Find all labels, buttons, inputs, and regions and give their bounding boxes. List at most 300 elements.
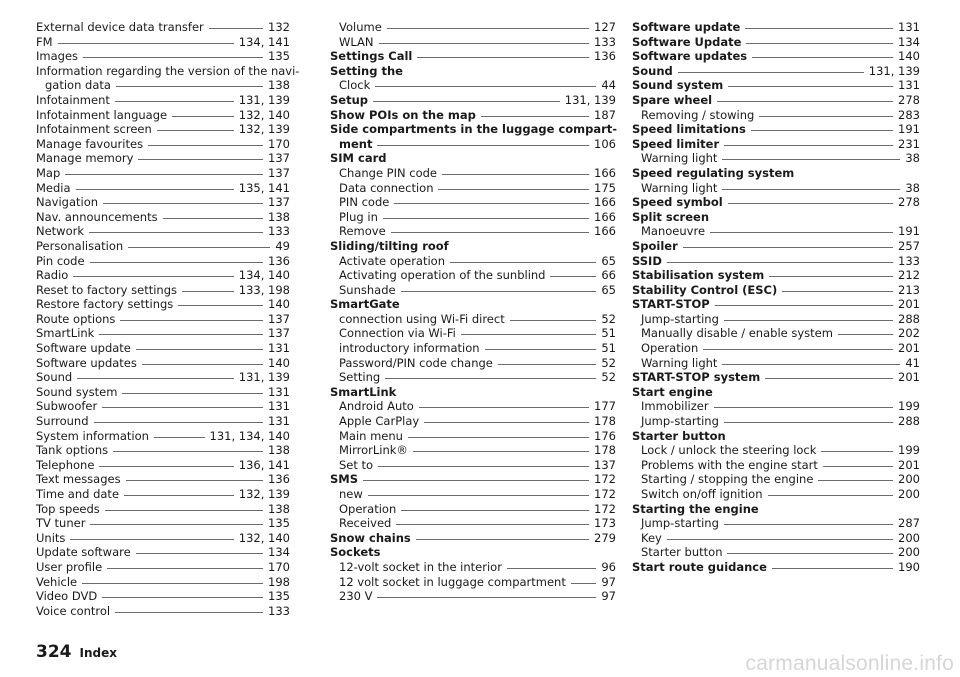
leader-line xyxy=(717,101,893,102)
index-entry xyxy=(330,575,616,590)
leader-line xyxy=(424,422,589,423)
page-reference: 202 xyxy=(898,326,920,341)
index-entry xyxy=(632,502,920,517)
index-term: Clock xyxy=(339,78,371,93)
index-term: START-STOP system xyxy=(632,370,761,385)
page-reference: 187 xyxy=(594,107,616,122)
index-term: Voice control xyxy=(36,603,111,618)
index-term: Radio xyxy=(36,268,69,283)
leader-line xyxy=(379,43,590,44)
index-term: Sound system xyxy=(632,78,724,93)
index-term: Reset to factory settings xyxy=(36,282,177,297)
page-reference: 288 xyxy=(898,311,920,326)
index-term: Software update xyxy=(36,341,131,356)
index-term: Network xyxy=(36,224,85,239)
index-term: Speed symbol xyxy=(632,195,723,210)
index-term: Show POIs on the map xyxy=(330,107,476,122)
page-reference: 38 xyxy=(905,180,920,195)
leader-line xyxy=(722,364,900,365)
page-reference: 279 xyxy=(594,530,616,545)
index-entry xyxy=(632,531,920,546)
page-reference: 132, 140 xyxy=(238,107,290,122)
page-reference: 65 xyxy=(601,253,616,268)
page-reference: 138 xyxy=(268,501,290,516)
leader-line xyxy=(461,334,596,335)
page-reference: 52 xyxy=(601,311,616,326)
index-entry xyxy=(36,356,290,371)
page-reference: 176 xyxy=(594,428,616,443)
leader-line xyxy=(94,422,264,423)
leader-line xyxy=(377,597,596,598)
leader-line xyxy=(419,407,589,408)
index-entry xyxy=(330,64,616,79)
index-entry xyxy=(36,589,290,604)
index-term: Warning light xyxy=(641,151,718,166)
index-entry xyxy=(632,254,920,269)
page-reference: 131 xyxy=(898,20,920,34)
page-reference: 140 xyxy=(268,297,290,312)
page-reference: 134, 140 xyxy=(238,268,290,283)
leader-line xyxy=(728,203,893,204)
index-entry xyxy=(330,341,616,356)
leader-line xyxy=(373,101,560,102)
page-reference: 136 xyxy=(594,49,616,64)
leader-line xyxy=(126,480,263,481)
index-entry xyxy=(36,341,290,356)
leader-line xyxy=(667,262,893,263)
leader-line xyxy=(450,262,596,263)
index-term: Software updates xyxy=(36,355,137,370)
index-entry xyxy=(36,575,290,590)
leader-line xyxy=(752,57,893,58)
index-term: Infotainment xyxy=(36,92,110,107)
index-entry xyxy=(632,78,920,93)
index-entry xyxy=(36,166,290,181)
index-term: Time and date xyxy=(36,487,120,501)
page-reference: 132 xyxy=(268,20,290,34)
index-term: Infotainment language xyxy=(36,107,168,122)
leader-line xyxy=(76,189,234,190)
index-term: Tank options xyxy=(36,443,109,458)
index-entry xyxy=(632,122,920,137)
index-term: Personalisation xyxy=(36,238,124,253)
index-entry xyxy=(36,443,290,458)
index-entry xyxy=(330,151,616,166)
page-reference: 133 xyxy=(268,224,290,239)
leader-line xyxy=(394,203,589,204)
leader-line xyxy=(387,28,589,29)
index-entry xyxy=(330,414,616,429)
index-entry xyxy=(330,20,616,35)
leader-line xyxy=(442,174,589,175)
index-term: Vehicle xyxy=(36,574,78,589)
index-entry xyxy=(330,429,616,444)
leader-line xyxy=(70,539,233,540)
page-reference: 199 xyxy=(898,399,920,414)
index-entry xyxy=(330,487,616,502)
index-entry xyxy=(632,64,920,79)
page-reference: 136 xyxy=(268,253,290,268)
index-term: Route options xyxy=(36,311,116,326)
index-term: WLAN xyxy=(339,34,374,49)
index-term: SmartLink xyxy=(330,384,397,399)
page-reference: 137 xyxy=(268,326,290,341)
index-entry xyxy=(36,224,290,239)
index-entry xyxy=(330,516,616,531)
index-entry xyxy=(632,181,920,196)
page-reference: 132, 140 xyxy=(238,530,290,545)
index-term: Settings Call xyxy=(330,49,413,64)
page-reference: 131 xyxy=(268,384,290,399)
index-term: External device data transfer xyxy=(36,20,204,34)
index-entry xyxy=(330,78,616,93)
leader-line xyxy=(498,364,596,365)
index-term: Text messages xyxy=(36,472,121,487)
index-entry xyxy=(632,341,920,356)
page-reference: 200 xyxy=(898,472,920,487)
leader-line xyxy=(416,539,589,540)
index-entry xyxy=(632,137,920,152)
index-term: Jump-starting xyxy=(641,516,719,531)
leader-line xyxy=(120,320,263,321)
index-term: Images xyxy=(36,49,79,64)
index-entry xyxy=(632,268,920,283)
page-reference: 134 xyxy=(898,34,920,49)
page-reference: 132, 139 xyxy=(238,487,290,501)
index-term: Android Auto xyxy=(339,399,414,414)
leader-line xyxy=(768,495,894,496)
index-entry xyxy=(330,210,616,225)
index-entry xyxy=(36,326,290,341)
index-entry xyxy=(36,312,290,327)
leader-line xyxy=(823,466,893,467)
page-reference: 138 xyxy=(268,443,290,458)
index-term: Starting the engine xyxy=(632,501,759,516)
index-entry xyxy=(330,502,616,517)
index-term: Navigation xyxy=(36,195,99,210)
index-term: Manage memory xyxy=(36,151,134,166)
page-reference: 166 xyxy=(594,165,616,180)
index-entry xyxy=(36,151,290,166)
index-entry xyxy=(632,545,920,560)
page-reference: 257 xyxy=(898,238,920,253)
index-term: Units xyxy=(36,530,66,545)
leader-line xyxy=(759,116,893,117)
index-term: Speed limiter xyxy=(632,136,720,151)
page-reference: 191 xyxy=(898,224,920,239)
leader-line xyxy=(368,495,589,496)
index-entry xyxy=(330,472,616,487)
leader-line xyxy=(172,116,234,117)
leader-line xyxy=(383,218,589,219)
leader-line xyxy=(408,437,589,438)
index-entry xyxy=(36,254,290,269)
page-reference: 51 xyxy=(601,326,616,341)
leader-line xyxy=(65,174,263,175)
page-reference: 200 xyxy=(898,530,920,545)
index-term: Operation xyxy=(641,341,699,356)
index-entry xyxy=(330,399,616,414)
index-term: Connection via Wi-Fi xyxy=(339,326,456,341)
index-term: Warning light xyxy=(641,355,718,370)
leader-line xyxy=(481,116,589,117)
leader-line xyxy=(58,43,234,44)
index-entry xyxy=(36,181,290,196)
page-reference: 287 xyxy=(898,516,920,531)
index-term: Operation xyxy=(339,501,397,516)
index-term: Side compartments in the luggage compart- xyxy=(330,122,618,137)
leader-line xyxy=(375,86,596,87)
index-entry xyxy=(36,195,290,210)
index-term: Stabilisation system xyxy=(632,268,765,283)
index-entry xyxy=(36,297,290,312)
page-reference: 190 xyxy=(898,559,920,574)
index-term: 12-volt socket in the interior xyxy=(339,559,502,574)
index-entry xyxy=(632,356,920,371)
index-term: Starter button xyxy=(641,545,723,560)
leader-line xyxy=(83,57,263,58)
index-entry xyxy=(36,370,290,385)
leader-line xyxy=(363,480,589,481)
leader-line xyxy=(116,86,263,87)
leader-line xyxy=(138,159,263,160)
leader-line xyxy=(745,28,893,29)
index-term: Received xyxy=(339,516,392,531)
page-reference: 231 xyxy=(898,136,920,151)
index-entry xyxy=(330,268,616,283)
index-term: SSID xyxy=(632,253,662,268)
page-reference: 96 xyxy=(601,559,616,574)
leader-line xyxy=(90,262,263,263)
page-reference: 278 xyxy=(898,195,920,210)
index-entry xyxy=(632,20,920,35)
leader-line xyxy=(89,232,263,233)
index-term: Starting / stopping the engine xyxy=(641,472,814,487)
index-entry xyxy=(632,108,920,123)
page-reference: 172 xyxy=(594,472,616,487)
page-reference: 283 xyxy=(898,107,920,122)
leader-line xyxy=(550,276,596,277)
leader-line xyxy=(77,378,234,379)
leader-line xyxy=(772,568,893,569)
leader-line xyxy=(722,189,900,190)
index-entry xyxy=(36,49,290,64)
index-entry xyxy=(36,516,290,531)
leader-line xyxy=(385,378,596,379)
index-entry xyxy=(330,181,616,196)
page-reference: 166 xyxy=(594,195,616,210)
page-reference: 131, 139 xyxy=(238,370,290,385)
page-reference: 65 xyxy=(601,282,616,297)
page-reference: 140 xyxy=(898,49,920,64)
page-reference: 134, 141 xyxy=(238,34,290,49)
index-term: Jump-starting xyxy=(641,414,719,429)
index-term: Stability Control (ESC) xyxy=(632,282,778,297)
page-reference: 278 xyxy=(898,92,920,107)
index-entry xyxy=(36,560,290,575)
leader-line xyxy=(378,466,589,467)
page-reference: 200 xyxy=(898,487,920,501)
index-term: Sound xyxy=(36,370,73,385)
index-term: Key xyxy=(641,530,662,545)
index-term: Information regarding the version of the navi- xyxy=(36,63,300,78)
index-term: Change PIN code xyxy=(339,165,438,180)
leader-line xyxy=(724,422,893,423)
page-reference: 135 xyxy=(268,49,290,64)
leader-line xyxy=(401,291,597,292)
leader-line xyxy=(724,524,893,525)
index-term: Manually disable / enable system xyxy=(641,326,833,341)
leader-line xyxy=(413,451,589,452)
leader-line xyxy=(683,247,893,248)
page-reference: 170 xyxy=(268,559,290,574)
index-entry xyxy=(36,502,290,517)
index-term: Switch on/off ignition xyxy=(641,487,763,501)
index-entry xyxy=(330,312,616,327)
page-reference: 288 xyxy=(898,414,920,429)
index-column-3 xyxy=(632,20,920,575)
page-reference: 52 xyxy=(601,355,616,370)
index-term: System information xyxy=(36,428,149,443)
page-reference: 166 xyxy=(594,209,616,224)
index-term: Plug in xyxy=(339,209,378,224)
leader-line xyxy=(82,583,263,584)
leader-line xyxy=(178,305,263,306)
index-entry xyxy=(632,35,920,50)
page-reference: 132, 139 xyxy=(238,122,290,137)
index-term: Volume xyxy=(339,20,382,34)
index-entry xyxy=(330,356,616,371)
leader-line xyxy=(571,583,597,584)
index-term: Telephone xyxy=(36,457,95,472)
leader-line xyxy=(115,101,234,102)
index-term: Infotainment screen xyxy=(36,122,152,137)
index-term: Setup xyxy=(330,92,368,107)
leader-line xyxy=(438,189,589,190)
index-term: ment xyxy=(339,136,373,151)
leader-line xyxy=(714,407,893,408)
index-entry xyxy=(632,283,920,298)
index-entry xyxy=(36,210,290,225)
leader-line xyxy=(765,378,893,379)
leader-line xyxy=(401,510,589,511)
page-reference: 131 xyxy=(268,341,290,356)
leader-line xyxy=(507,568,596,569)
leader-line xyxy=(102,407,263,408)
index-term: Remove xyxy=(339,224,386,239)
index-entry xyxy=(632,385,920,400)
index-entry xyxy=(36,35,290,50)
leader-line xyxy=(102,597,263,598)
index-term: Update software xyxy=(36,545,131,560)
leader-line xyxy=(73,276,233,277)
index-term: gation data xyxy=(45,78,111,93)
page-reference: 177 xyxy=(594,399,616,414)
page-reference: 131, 139 xyxy=(868,63,920,78)
index-entry xyxy=(330,370,616,385)
leader-line xyxy=(154,437,205,438)
index-entry xyxy=(632,414,920,429)
index-entry xyxy=(36,429,290,444)
page-reference: 136, 141 xyxy=(238,457,290,472)
leader-line xyxy=(148,145,263,146)
index-term: Warning light xyxy=(641,180,718,195)
index-term: SIM card xyxy=(330,151,387,166)
index-entry xyxy=(330,443,616,458)
index-term: Snow chains xyxy=(330,530,411,545)
leader-line xyxy=(391,232,589,233)
leader-line xyxy=(124,495,234,496)
page-reference: 49 xyxy=(275,238,290,253)
index-entry xyxy=(330,195,616,210)
index-term: FM xyxy=(36,34,53,49)
index-term: Password/PIN code change xyxy=(339,355,493,370)
index-term: 12 volt socket in luggage compartment xyxy=(339,574,566,589)
leader-line xyxy=(122,393,263,394)
leader-line xyxy=(115,612,263,613)
index-entry xyxy=(632,429,920,444)
leader-line xyxy=(417,57,589,58)
index-term: TV tuner xyxy=(36,516,86,531)
leader-line xyxy=(782,291,893,292)
index-term: Top speeds xyxy=(36,501,100,516)
index-entry xyxy=(632,560,920,575)
page-reference: 135 xyxy=(268,516,290,531)
section-label: Index xyxy=(79,646,117,660)
index-entry xyxy=(36,122,290,137)
index-term: Start engine xyxy=(632,384,713,399)
index-term: connection using Wi-Fi direct xyxy=(339,311,505,326)
index-term: Sound xyxy=(632,63,673,78)
leader-line xyxy=(818,480,893,481)
page-reference: 131, 134, 140 xyxy=(209,428,290,443)
page-reference: 133 xyxy=(594,34,616,49)
page-reference: 191 xyxy=(898,122,920,137)
index-term: introductory information xyxy=(339,341,480,356)
index-entry xyxy=(36,487,290,502)
index-term: Video DVD xyxy=(36,589,98,604)
page-reference: 200 xyxy=(898,545,920,560)
index-entry xyxy=(330,326,616,341)
index-term: Speed regulating system xyxy=(632,165,795,180)
leader-line xyxy=(751,130,893,131)
leader-line xyxy=(678,72,864,73)
index-entry xyxy=(632,458,920,473)
leader-line xyxy=(769,276,893,277)
page-reference: 135, 141 xyxy=(238,180,290,195)
leader-line xyxy=(715,305,893,306)
index-term: SmartGate xyxy=(330,297,400,312)
page-reference: 106 xyxy=(594,136,616,151)
index-entry xyxy=(632,297,920,312)
index-entry xyxy=(36,283,290,298)
index-entry xyxy=(330,254,616,269)
index-term: Apple CarPlay xyxy=(339,414,420,429)
index-term: Restore factory settings xyxy=(36,297,174,312)
leader-line xyxy=(667,539,893,540)
index-entry xyxy=(330,166,616,181)
index-entry xyxy=(632,326,920,341)
leader-line xyxy=(113,451,263,452)
index-term: Spoiler xyxy=(632,238,678,253)
index-term: Main menu xyxy=(339,428,403,443)
page-reference: 166 xyxy=(594,224,616,239)
index-term: Surround xyxy=(36,414,89,429)
leader-line xyxy=(821,451,893,452)
index-term: Software Update xyxy=(632,34,742,49)
index-entry xyxy=(330,137,616,152)
page-reference: 136 xyxy=(268,472,290,487)
